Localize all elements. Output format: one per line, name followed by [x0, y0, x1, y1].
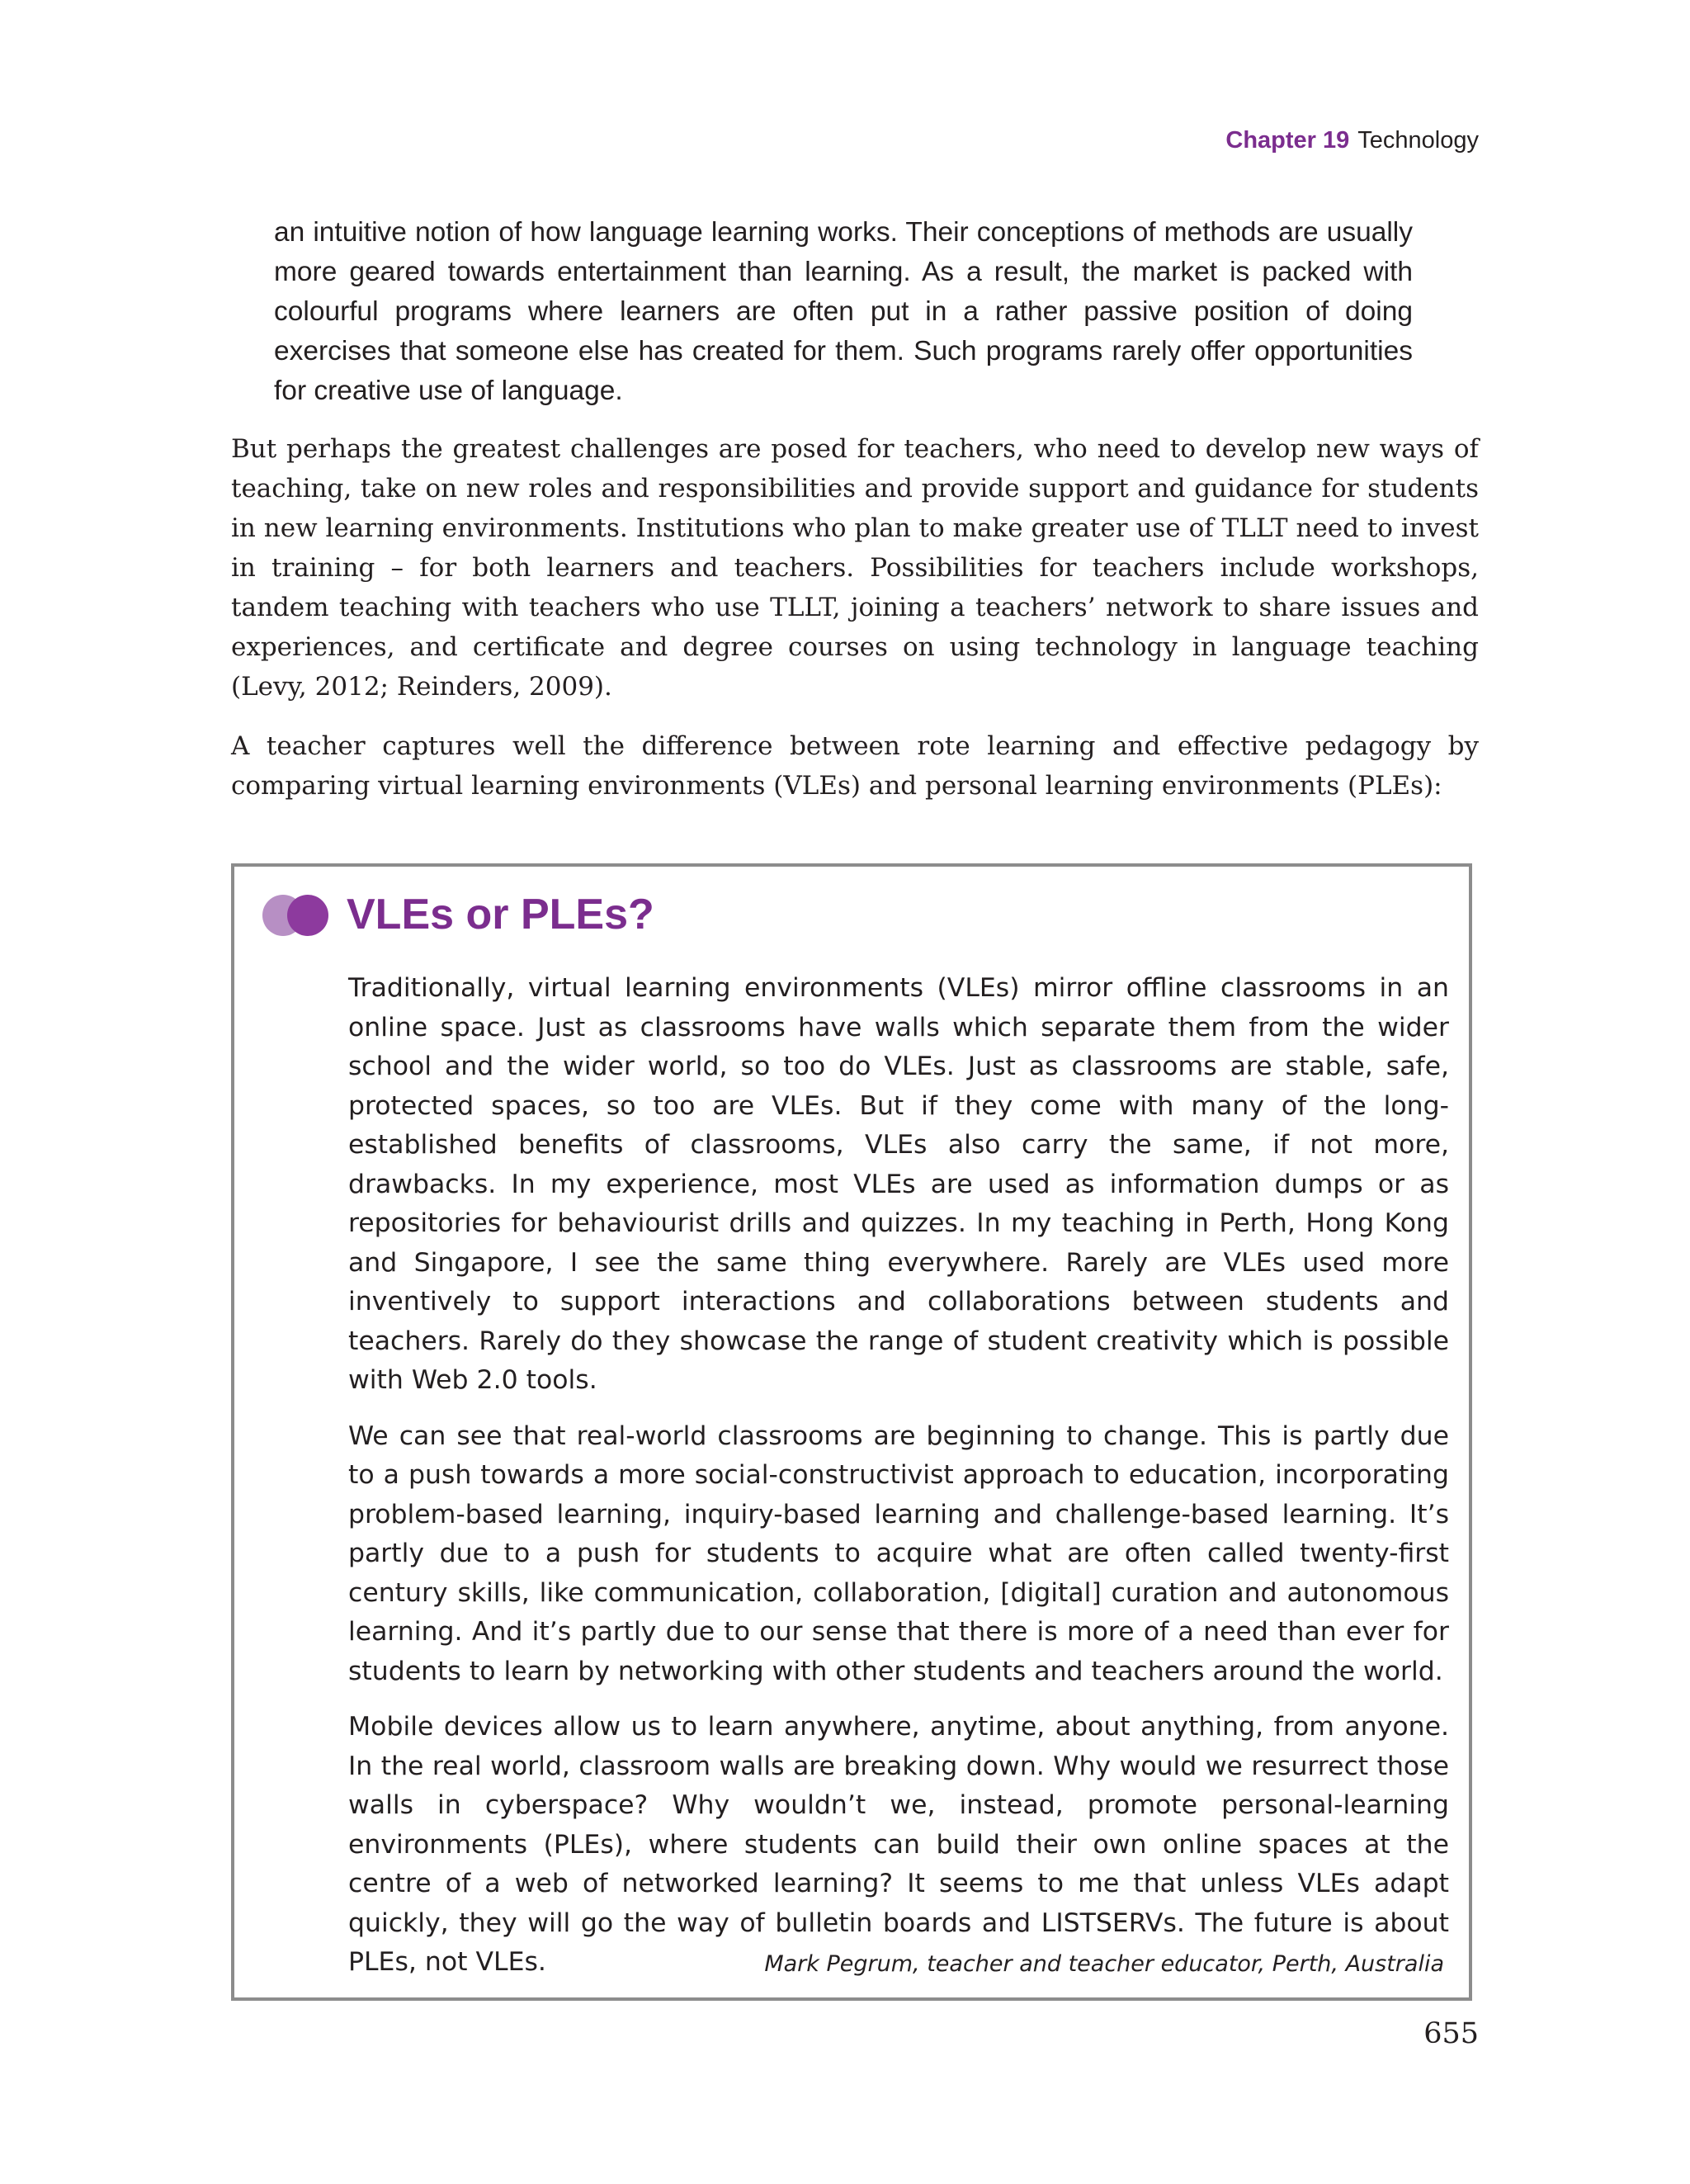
box-body	[348, 969, 1449, 1983]
running-head	[1225, 127, 1479, 154]
dark-circle	[287, 895, 328, 936]
attribution: Mark Pegrum, teacher and teacher educator, Perth, Australia	[764, 1951, 1444, 1977]
quote-continuation-text: an intuitive notion of how language learning works. Their conceptions of methods are usually more geared towards entertainment than learning. As a result, the market is packed with colourful programs where learners are often put in a rather passive position of doing exercises that someone else has created for them. Such programs rarely offer opportunities for creative use of language.	[274, 217, 1413, 406]
body-paragraph-2-text: A teacher captures well the difference between rote learning and effective pedagogy by comparing virtual learning environments (VLEs) and personal learning environments (PLEs):	[231, 731, 1479, 801]
overlapping-circles-icon	[262, 895, 332, 938]
section-label: Technology	[1357, 127, 1479, 154]
quote-continuation	[274, 213, 1413, 411]
chapter-label: Chapter 19	[1225, 127, 1350, 154]
feature-box	[231, 863, 1472, 2001]
body-paragraph-1-text: But perhaps the greatest challenges are posed for teachers, who need to develop new ways of teaching, take on new roles and responsibilities and provide support and guidance for students in new learning environments. Institutions who plan to make greater use of TLLT need to invest in training – for both learners and teachers. Possibilities for teachers include workshops, tandem teaching with teachers who use TLLT, joining a teachers’ network to share issues and experiences, and certificate and degree courses on using technology in language teaching (Levy, 2012; Reinders, 2009).	[231, 434, 1479, 702]
body-paragraph-1	[231, 429, 1479, 707]
box-paragraph-2: We can see that real-world classrooms are beginning to change. This is partly due to a push towards a more social-constructivist approach to education, incorporating problem-based learning, inquiry-based learning and challenge-based learning. It’s partly due to a push for students to acquire what are often called twenty-first century skills, like communication, collaboration, [digital] curation and autonomous learning. And it’s partly due to our sense that there is more of a need than ever for students to learn by networking with other students and teachers around the world.	[348, 1421, 1449, 1686]
box-paragraph-1: Traditionally, virtual learning environments (VLEs) mirror offline classrooms in an online space. Just as classrooms have walls which separate them from the wider school and the wider world, so too do VLEs. Just as classrooms are stable, safe, protected spaces, so too are VLEs. But if they come with many of the long-established benefits of classrooms, VLEs also carry the same, if not more, drawbacks. In my experience, most VLEs are used as information dumps or as repositories for behaviourist drills and quizzes. In my teaching in Perth, Hong Kong and Singapore, I see the same thing everywhere. Rarely are VLEs used more inventively to support interactions and collaborations between students and teachers. Rarely do they showcase the range of student creativity which is possible with Web 2.0 tools.	[348, 973, 1449, 1395]
page-number: 655	[1423, 2017, 1479, 2050]
box-title: VLEs or PLEs?	[347, 891, 654, 938]
box-paragraph-3: Mobile devices allow us to learn anywhere, anytime, about anything, from anyone. In the real world, classroom walls are breaking down. Why would we resurrect those walls in cyberspace? Why wouldn’t we, instead, promote personal-learning environments (PLEs), where students can build their own online spaces at the centre of a web of networked learning? It seems to me that unless VLEs adapt quickly, they will go the way of bulletin boards and LISTSERVs. The future is about PLEs, not VLEs.	[348, 1712, 1449, 1977]
body-paragraph-2	[231, 726, 1479, 806]
